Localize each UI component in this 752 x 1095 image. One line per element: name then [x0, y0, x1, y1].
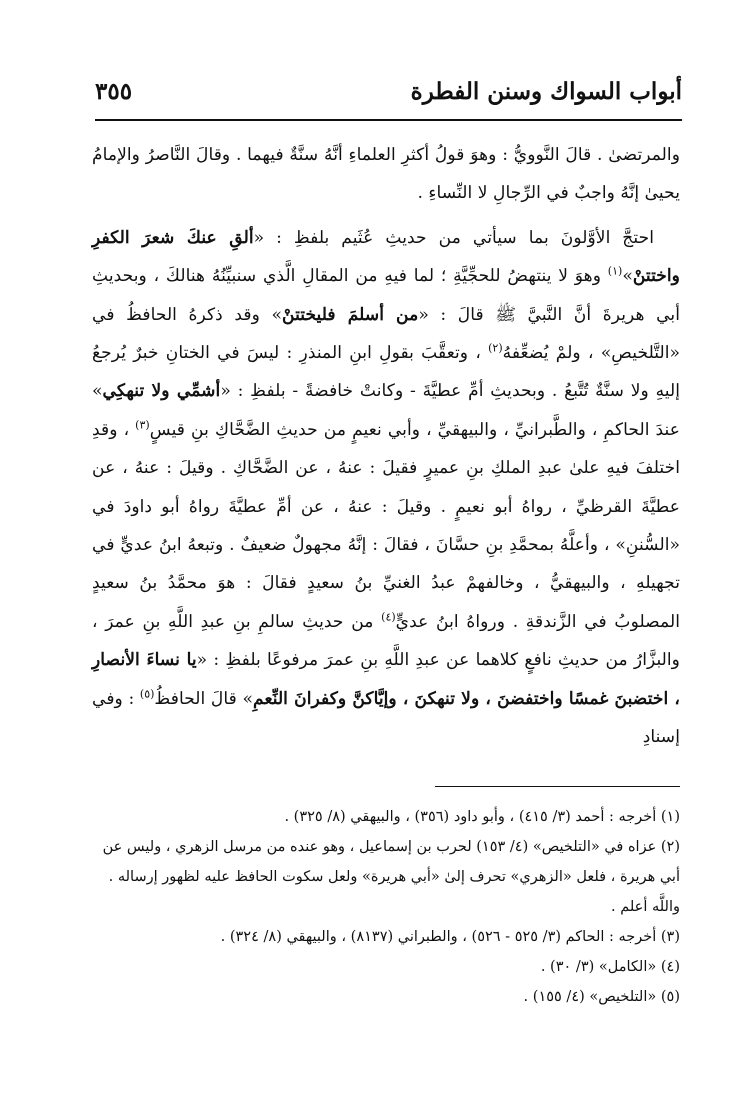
footnote-text: عزاه في «التلخيص» (٤/ ١٥٣) لحرب بن إسماعيل ، وهو عنده من مرسل الزهري ، وليس عن أبي هريرة ، فلعل «الزهري» تحرف إلىٰ «أبي هريرة» ولعل سكوت الحافظ عليه لظهور إرساله . واللَّه أعلم . [102, 839, 680, 915]
footnote-number: (٢) [660, 839, 680, 855]
text-run: ، وتعقَّبَ بقولِ ابنِ المنذرِ : ليسَ في الختانِ خبرٌ يُرجعُ إليهِ ولا سنَّةٌ تُتَّبعُ . وبحديثِ أمِّ عطيَّةَ - وكانتْ خافضةً - بلفظِ : « [92, 343, 681, 402]
text-run: » وقد ذكرهُ الحافظُ في «التَّلخيصِ» ، ولمْ يُضعِّفهُ [92, 304, 680, 364]
footnote-number: (١) [660, 809, 680, 825]
text-run: ، وقدِ اختلفَ فيهِ علىٰ عبدِ الملكِ بنِ عميرٍ فقيلَ : عنهُ ، عن الضَّحَّاكِ . وقيلَ : عنهُ ، عن عطيَّةَ القرظيِّ ، رواهُ أبو نعيمٍ . وقيلَ : عنهُ ، عن أمِّ عطيَّةَ رواهُ أبو داودَ في «السُّننِ» ، وأعلَّهُ بمحمَّدِ بنِ حسَّانَ ، فقالَ : إنَّهُ مجهولٌ ضعيفٌ . وتبعهُ ابنُ عديٍّ في تجهيلهِ ، والبيهقيُّ ، وخالفهمْ عبدُ الغنيِّ بنُ سعيدٍ فقالَ : هوَ محمَّدُ بنُ سعيدٍ المصلوبُ في الزَّندقةِ . ورواهُ ابنُ عديٍّ [92, 419, 681, 632]
footnote-marker: (٤) [381, 610, 396, 624]
hadith-quote: من أسلمَ فليختتنْ [281, 304, 419, 325]
running-title: أبواب السواك وسنن الفطرة [410, 78, 682, 105]
text-run: وهوَ لا ينتهضُ للحجِّيَّةِ ؛ لما فيهِ من المقالِ الَّذي سنبيِّنُهُ هنالكَ ، وبحديثِ أبي هريرةَ أنَّ النَّبيَّ ﷺ قالَ : « [92, 266, 680, 325]
footnote-text: أخرجه : أحمد (٣/ ٤١٥) ، وأبو داود (٣٥٦) ، والبيهقي (٨/ ٣٢٥) . [284, 809, 657, 825]
text-run: » عندَ الحاكمِ ، والطَّبرانيِّ ، والبيهقيِّ ، وأبي نعيمٍ من حديثِ الضَّحَّاكِ بنِ قيسٍ [92, 381, 680, 440]
footnote-2 [92, 832, 680, 922]
hadith-quote: أشمِّي ولا تنهكِي [102, 381, 221, 402]
page-number: ٣٥٥ [95, 78, 133, 105]
paragraph-2 [92, 219, 680, 757]
footnote-3 [92, 922, 680, 952]
footnote-text: أخرجه : الحاكم (٣/ ٥٢٥ - ٥٢٦) ، والطبراني (٨١٣٧) ، والبيهقي (٨/ ٣٢٤) . [220, 929, 657, 945]
footnote-4 [92, 952, 680, 982]
footnote-text: «التلخيص» (٤/ ١٥٥) . [523, 989, 657, 1005]
text-run: » [622, 266, 633, 287]
footnote-marker: (٥) [139, 686, 155, 700]
footnote-divider [435, 786, 680, 787]
text-run: من حديثِ سالمِ بنِ عبدِ اللَّهِ بنِ عمرَ ، والبزَّارُ من حديثِ نافعٍ كلاهما عن عبدِ اللَّهِ بنِ عمرَ مرفوعًا بلفظِ : « [92, 611, 680, 671]
footnote-marker: (٢) [488, 341, 503, 355]
text-run: : وفي إسنادِ [92, 688, 680, 748]
footnote-number: (٣) [660, 929, 680, 945]
main-text [92, 136, 680, 757]
hadith-quote: ألقِ عنكَ شعرَ الكفرِ واختتنْ [92, 227, 680, 287]
footnote-5 [92, 982, 680, 1012]
hadith-quote: يا نساءَ الأنصارِ ، اختضبنَ غمسًا واختفضنَ ، ولا تنهكنَ ، وإيَّاكنَّ وكفرانَ النِّعمِ [92, 650, 680, 709]
footnote-marker: (١) [607, 264, 623, 278]
footnote-text: «الكامل» (٣/ ٣٠) . [540, 959, 657, 975]
text-run: احتجَّ الأوَّلونَ بما سيأتي من حديثِ عُثَيم بلفظِ : « [253, 227, 654, 248]
footnote-number: (٥) [660, 989, 680, 1005]
footnote-number: (٤) [660, 959, 680, 975]
footnotes [92, 802, 680, 1012]
page-header [95, 74, 682, 114]
footnote-1 [92, 802, 680, 832]
text-run: » قالَ الحافظُ [154, 688, 254, 709]
footnote-marker: (٣) [135, 418, 150, 432]
paragraph-1: والمرتضىٰ . قالَ النَّوويُّ : وهوَ قولُ أكثرِ العلماءِ أنَّهُ سنَّةٌ فيهما . وقالَ النَّاصرُ والإمامُ يحيىٰ إنَّهُ واجبٌ في الرِّجالِ لا النِّساءِ . [92, 145, 680, 204]
header-divider [95, 119, 682, 121]
